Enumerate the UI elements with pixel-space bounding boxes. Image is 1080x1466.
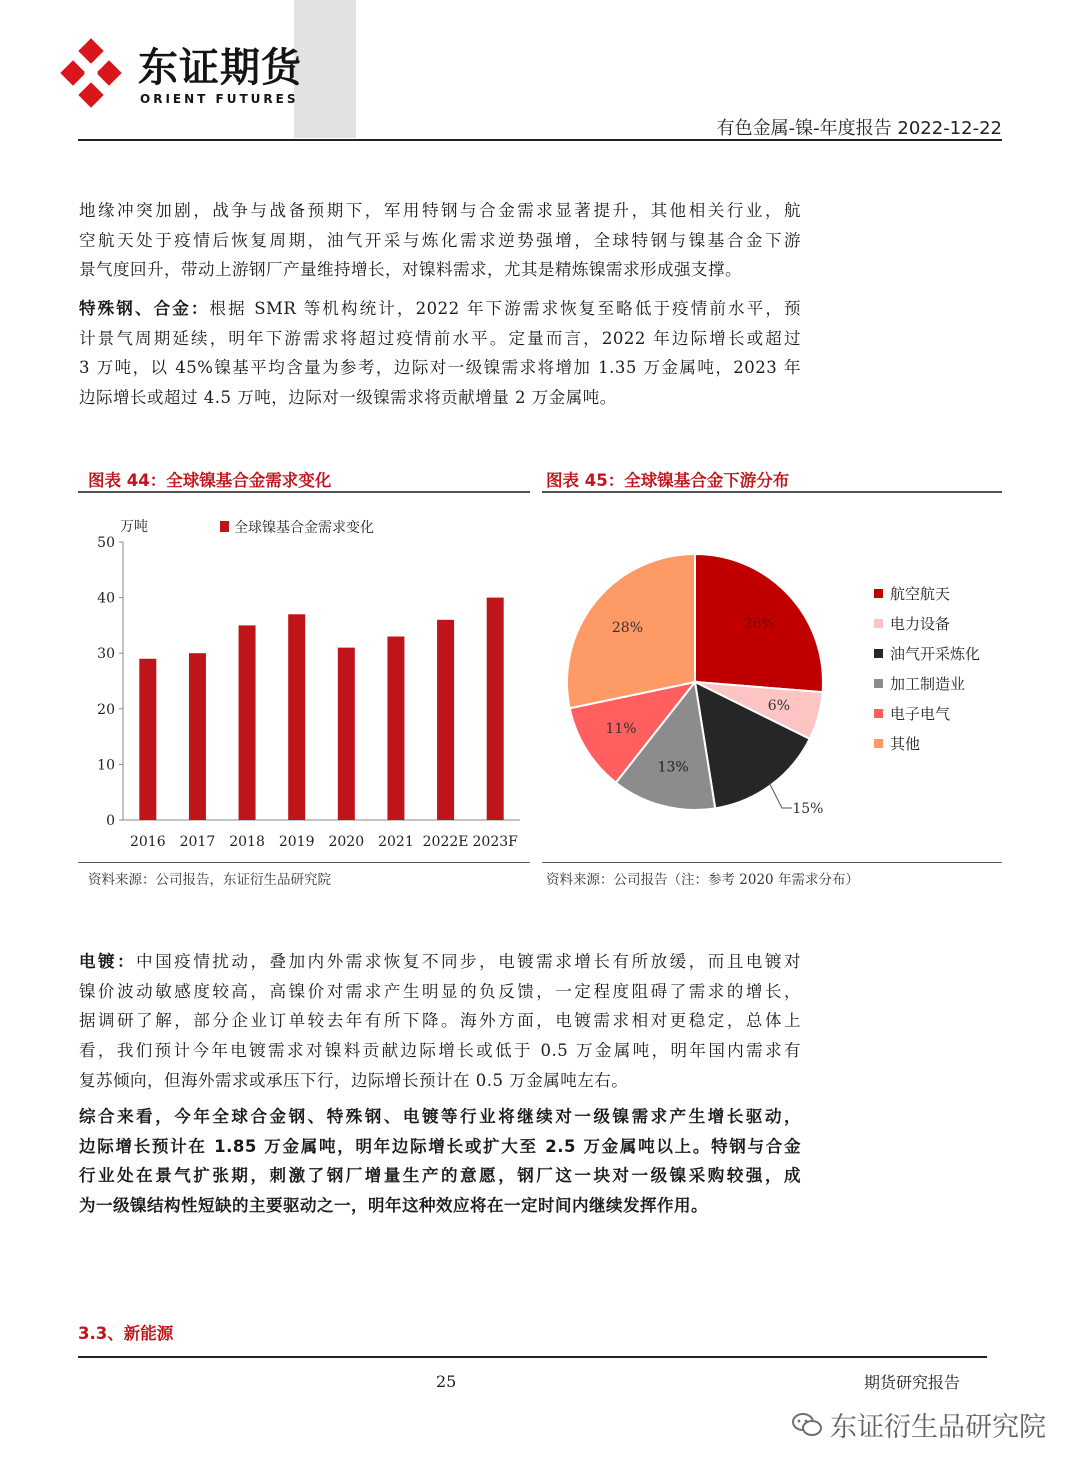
header-divider <box>78 139 1002 141</box>
x-tick-label: 2023F <box>472 834 518 850</box>
bar <box>387 637 404 820</box>
report-title: 有色金属-镍-年度报告 2022-12-22 <box>716 118 1002 139</box>
text-line: 看，我们预计今年电镀需求对镍料贡献边际增长或低于 0.5 万金属吨，明年国内需求有 <box>79 1041 801 1061</box>
pie-chart <box>542 500 1002 860</box>
figure-45-bottom-rule <box>542 862 1002 863</box>
text-line: 复苏倾向，但海外需求或承压下行，边际增长预计在 0.5 万金属吨左右。 <box>79 1070 629 1090</box>
header-grey-strip <box>294 0 356 138</box>
figure-44-caption: 图表 44：全球镍基合金需求变化 <box>88 471 332 490</box>
y-axis-label: 万吨 <box>120 519 148 535</box>
x-tick-label: 2017 <box>179 834 216 850</box>
bar <box>437 620 454 820</box>
paragraph-label: 电镀： <box>79 952 137 971</box>
footer-divider <box>78 1356 987 1358</box>
y-tick-label: 40 <box>97 590 115 607</box>
legend-label: 其他 <box>890 735 921 753</box>
legend-swatch <box>220 521 229 532</box>
footer-label: 期货研究报告 <box>863 1373 960 1392</box>
figure-45-source: 资料来源：公司报告（注：参考 2020 年需求分布） <box>546 872 859 888</box>
legend-swatch <box>874 619 883 628</box>
legend-swatch <box>874 589 883 598</box>
y-tick-label: 10 <box>97 757 115 774</box>
page-number: 25 <box>436 1372 457 1391</box>
legend-label: 航空航天 <box>890 585 951 603</box>
pie-slice-label: 11% <box>605 720 637 737</box>
bar <box>189 653 206 820</box>
legend-label: 电力设备 <box>890 615 951 633</box>
text-line: 边际增长预计在 1.85 万金属吨，明年边际增长或扩大至 2.5 万金属吨以上。特钢与合金 <box>79 1136 801 1156</box>
bar-chart <box>80 500 530 860</box>
x-tick-label: 2018 <box>229 834 265 850</box>
brand-name-en: ORIENT FUTURES <box>140 92 299 106</box>
text-line <box>79 294 801 324</box>
pie-slice-label: 13% <box>657 759 689 776</box>
wechat-icon <box>792 1412 822 1438</box>
legend-swatch <box>874 679 883 688</box>
pie-slice-label: 26% <box>743 615 775 632</box>
paragraph-special-steel <box>79 294 801 413</box>
paragraph-summary <box>79 1102 801 1221</box>
figure-44-source: 资料来源：公司报告，东证衍生品研究院 <box>88 872 331 888</box>
x-tick-label: 2020 <box>328 834 365 850</box>
figure-44-top-rule <box>78 491 530 493</box>
figure-45-caption: 图表 45：全球镍基合金下游分布 <box>546 471 790 490</box>
text-line: 镍价波动敏感度较高，高镍价对需求产生明显的负反馈，一定程度阻碍了需求的增长， <box>79 981 801 1001</box>
text-line: 据调研了解，部分企业订单较去年有所下降。海外方面，电镀需求相对更稳定，总体上 <box>79 1011 801 1031</box>
watermark <box>792 1405 1046 1444</box>
pie-slice-label: 6% <box>767 698 791 715</box>
bar <box>288 614 305 820</box>
paragraph-label: 特殊钢、合金： <box>79 299 210 318</box>
text-line: 为一级镍结构性短缺的主要驱动之一，明年这种效应将在一定时间内继续发挥作用。 <box>79 1196 708 1216</box>
legend-swatch <box>874 739 883 748</box>
y-tick-label: 20 <box>97 701 115 718</box>
text-line: 综合来看，今年全球合金钢、特殊钢、电镀等行业将继续对一级镍需求产生增长驱动， <box>79 1107 801 1126</box>
bar <box>139 659 156 820</box>
orient-futures-logo-icon <box>60 38 130 110</box>
legend-swatch <box>874 709 883 718</box>
text-line: 地缘冲突加剧，战争与战备预期下，军用特钢与合金需求显著提升，其他相关行业，航 <box>79 201 801 220</box>
y-tick-label: 0 <box>106 813 115 829</box>
x-tick-label: 2021 <box>378 834 414 850</box>
figure-44-bottom-rule <box>78 862 530 863</box>
legend-label: 电子电气 <box>890 705 951 723</box>
text-line: 空航天处于疫情后恢复周期，油气开采与炼化需求逆势强增，全球特钢与镍基合金下游 <box>79 230 801 250</box>
text-segment: 中国疫情扰动，叠加内外需求恢复不同步，电镀需求增长有所放缓，而且电镀对 <box>136 952 802 971</box>
text-line: 边际增长或超过 4.5 万吨，边际对一级镍需求将贡献增量 2 万金属吨。 <box>79 388 617 408</box>
text-line: 行业处在景气扩张期，刺激了钢厂增量生产的意愿，钢厂这一块对一级镍采购较强，成 <box>79 1166 801 1186</box>
text-line: 3 万吨，以 45%镍基平均含量为参考，边际对一级镍需求将增加 1.35 万金属吨，2023 年 <box>79 358 801 378</box>
section-heading: 3.3、新能源 <box>78 1324 174 1343</box>
paragraph-geopolitics <box>79 196 801 285</box>
brand-name-cn: 东证期货 <box>138 45 302 91</box>
figure-45-top-rule <box>542 491 1002 493</box>
bar <box>487 598 504 820</box>
x-tick-label: 2022E <box>422 834 469 850</box>
legend-label: 油气开采炼化 <box>890 645 981 663</box>
text-segment: 根据 SMR 等机构统计，2022 年下游需求恢复至略低于疫情前水平，预 <box>209 299 801 318</box>
pie-leader-line <box>769 783 792 808</box>
bar <box>338 648 355 820</box>
watermark-text: 东证衍生品研究院 <box>830 1412 1046 1443</box>
x-tick-label: 2016 <box>129 834 166 850</box>
bar <box>239 625 256 820</box>
y-tick-label: 30 <box>97 646 115 663</box>
legend-swatch <box>874 649 883 658</box>
pie-slice-label: 15% <box>792 800 824 817</box>
x-tick-label: 2019 <box>278 834 315 850</box>
y-tick-label: 50 <box>97 535 115 551</box>
pie-slice-label: 28% <box>611 620 644 637</box>
paragraph-electroplating <box>79 947 801 1096</box>
legend-label: 全球镍基合金需求变化 <box>234 520 374 536</box>
legend-label: 加工制造业 <box>890 675 966 693</box>
text-line: 景气度回升，带动上游钢厂产量维持增长，对镍料需求，尤其是精炼镍需求形成强支撑。 <box>79 260 742 280</box>
text-line: 计景气周期延续，明年下游需求将超过疫情前水平。定量而言，2022 年边际增长或超过 <box>79 328 801 348</box>
text-line <box>79 947 801 977</box>
